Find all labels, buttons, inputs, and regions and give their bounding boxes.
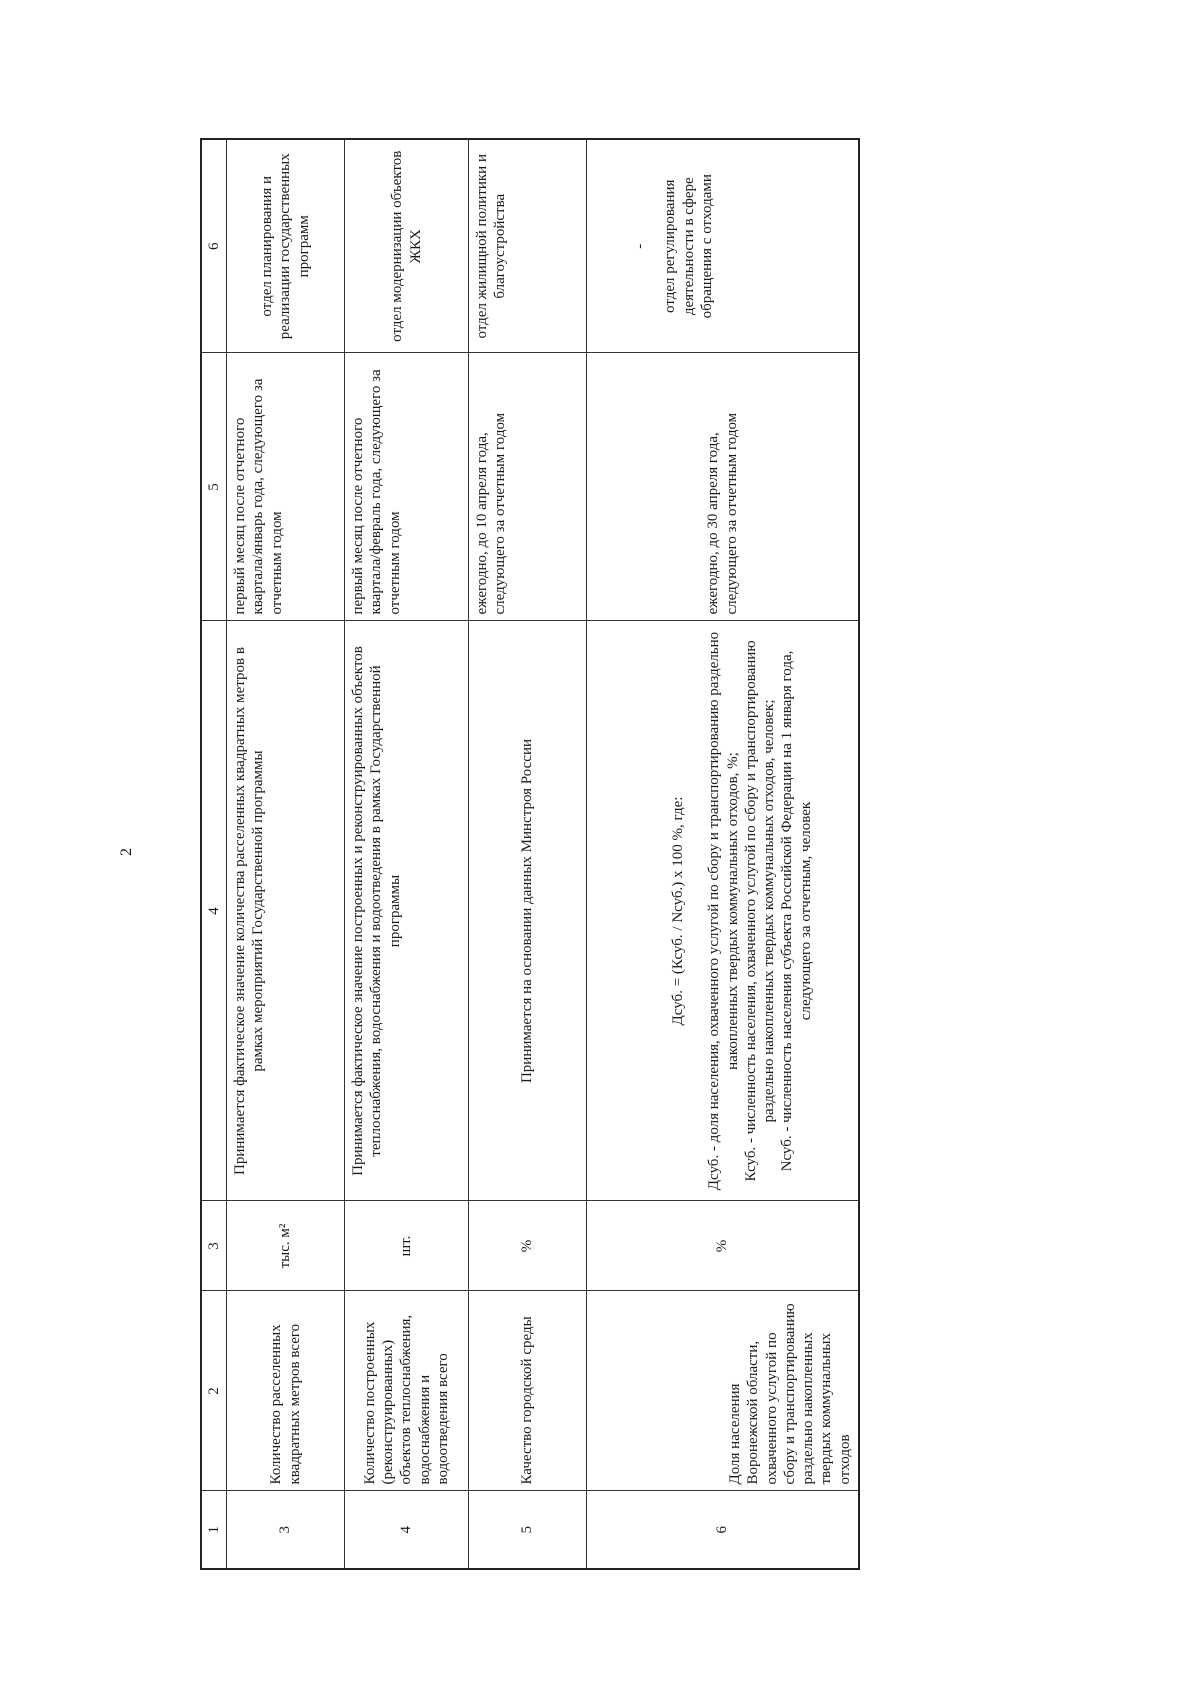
unit-cell: шт. [345,1201,469,1291]
rotated-table-container [200,140,860,1570]
row-number: 6 [587,1491,860,1569]
indicator-name: Количество расселенных квадратных метров всего [227,1291,345,1491]
col-header-4: 4 [201,621,227,1201]
row-number: 5 [469,1491,587,1569]
method-cell: Принимается на основании данных Минстроя России [469,621,587,1201]
unit-cell: % [587,1201,860,1291]
indicator-name: Количество построенных (реконструированных) объектов теплоснабжения, водоснабжения и водоотведения всего [345,1291,469,1491]
formula-definition: Nсуб. - численность населения субъекта Российской Федерации на 1 января года, следующего за отчетным, человек [779,650,814,1172]
method-cell: Принимается фактическое значение количества расселенных квадратных метров в рамках мероприятий Государственной программы [227,621,345,1201]
method-cell: Принимается фактическое значение построенных и реконструированных объектов теплоснабжения, водоснабжения и водоотведения в рамках Государственной программы [345,621,469,1201]
deadline-cell: ежегодно, до 30 апреля года, следующего за отчетным годом [587,353,860,621]
row-number: 3 [227,1491,345,1569]
col-header-1: 1 [201,1491,227,1569]
indicator-name: Качество городской среды [469,1291,587,1491]
responsible-text: отдел регулирования деятельности в сфере обращения с отходами [662,174,715,319]
formula-block [591,628,815,1195]
responsible-cell [587,139,860,353]
responsible-cell: отдел планирования и реализации государственных программ [227,139,345,353]
col-header-3: 3 [201,1201,227,1291]
indicators-table [200,138,860,1570]
formula-definition: Ксуб. - численность населения, охваченного услугой по сбору и транспортированию раздельно накопленных твердых коммунальных отходов, человек; [742,640,778,1182]
unit-cell: тыс. м² [227,1201,345,1291]
formula-definition: Дсуб. - доля населения, охваченного услугой по сбору и транспортированию раздельно накопленных твердых коммунальных отходов, %; [706,631,741,1191]
formula: Дсуб. = (Ксуб. / Nсуб.) x 100 %, где: [670,796,686,1026]
row-number: 4 [345,1491,469,1569]
col-header-5: 5 [201,353,227,621]
page-number: 2 [118,848,135,856]
unit-cell: % [469,1201,587,1291]
table-row [345,139,469,1569]
table-row [469,139,587,1569]
indicator-name: Доля населения Воронежской области, охваченного услугой по сбору и транспортированию раздельно накопленных твердых коммунальных отходов [587,1291,860,1491]
col-header-6: 6 [201,139,227,353]
method-cell [587,621,860,1201]
responsible-cell: отдел жилищной политики и благоустройства [469,139,587,353]
table-row [227,139,345,1569]
responsible-cell: отдел модернизации объектов ЖКХ [345,139,469,353]
responsible-mark: - [632,243,648,249]
header-row [201,139,227,1569]
col-header-2: 2 [201,1291,227,1491]
deadline-cell: ежегодно, до 10 апреля года, следующего за отчетным годом [469,353,587,621]
deadline-cell: первый месяц после отчетного квартала/январь года, следующего за отчетным годом [227,353,345,621]
table-row [587,139,860,1569]
deadline-cell: первый месяц после отчетного квартала/февраль года, следующего за отчетным годом [345,353,469,621]
